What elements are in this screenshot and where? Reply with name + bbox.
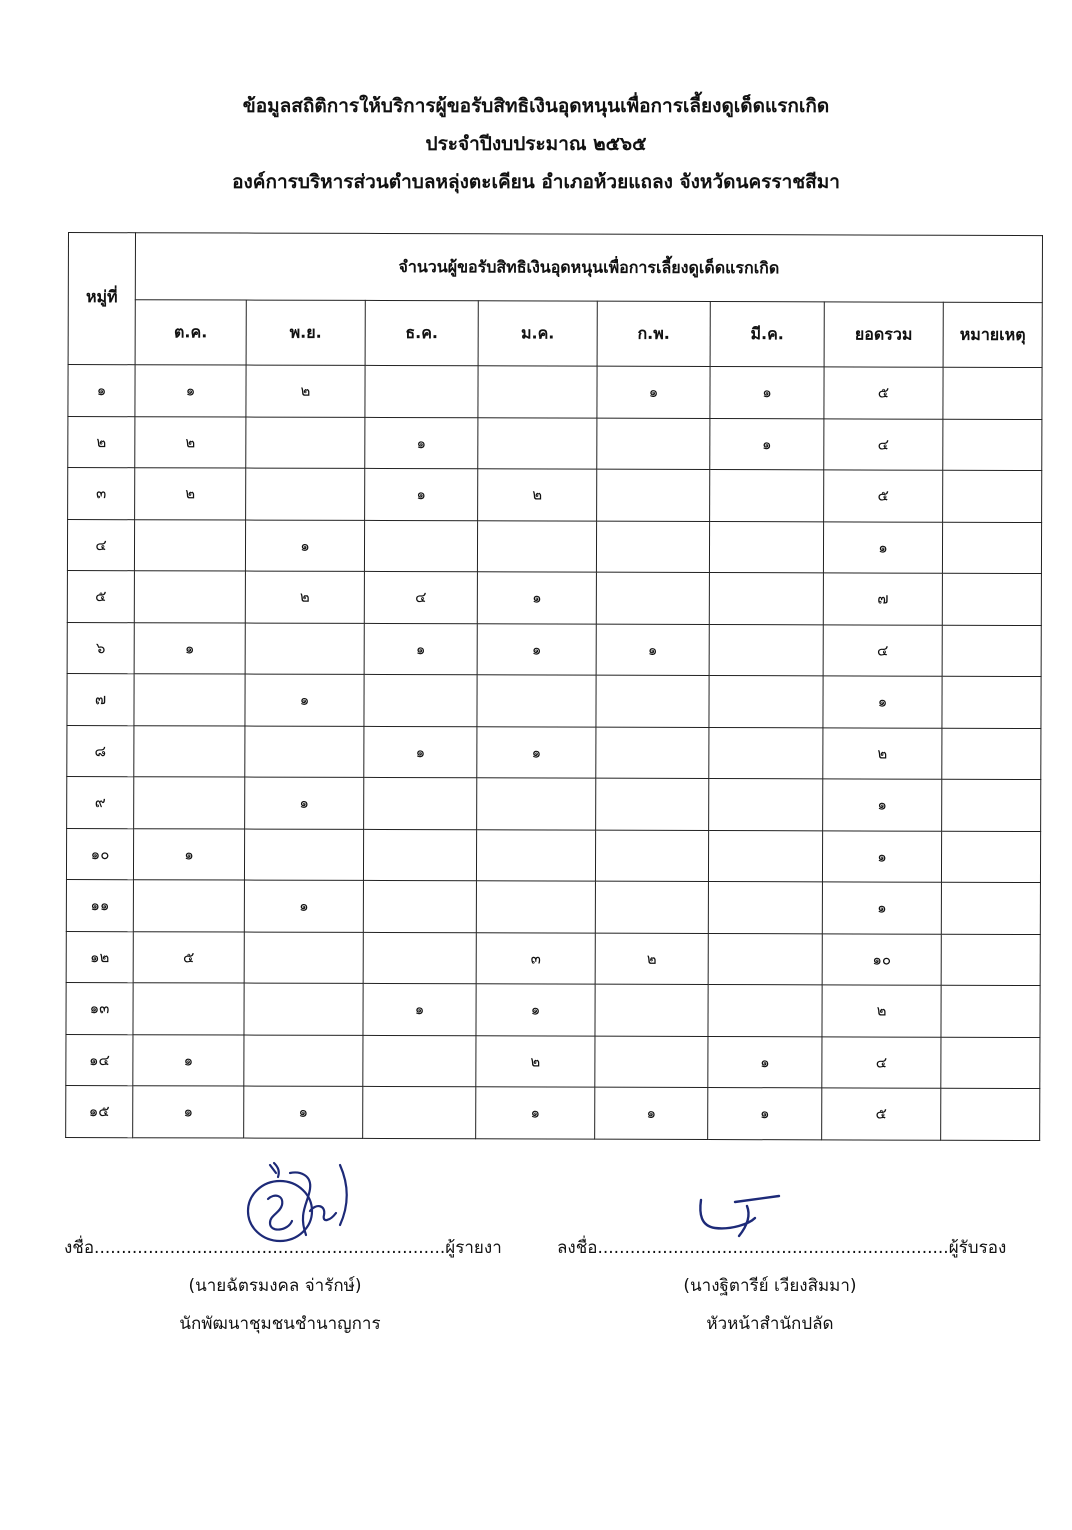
village-number-cell: ๑๕ — [66, 1085, 133, 1137]
table-cell — [942, 779, 1041, 831]
table-cell: ๑ — [477, 623, 596, 675]
table-cell — [943, 367, 1042, 419]
table-cell — [244, 1035, 363, 1087]
signature-mark-right — [695, 1192, 785, 1238]
statistics-table — [65, 232, 1043, 1141]
table-cell — [363, 1086, 476, 1138]
table-cell: ๒ — [595, 933, 708, 985]
table-cell — [941, 934, 1040, 986]
table-cell: ๑ — [245, 777, 364, 829]
table-cell — [709, 624, 823, 676]
village-number-cell: ๑๓ — [66, 982, 133, 1034]
heading-line-3: องค์การบริหารส่วนตำบลหลุ่งตะเคียน อำเภอห้วยแถลง จังหวัดนครราชสีมา — [232, 171, 840, 193]
document-heading — [0, 87, 1072, 201]
column-header: ม.ค. — [478, 301, 597, 366]
table-row — [66, 879, 1040, 934]
table-cell — [246, 417, 365, 469]
table-cell — [134, 571, 245, 623]
village-number-cell: ๑๔ — [66, 1034, 133, 1086]
table-cell: ๑ — [244, 1086, 363, 1138]
table-cell — [596, 778, 709, 830]
table-cell — [708, 882, 822, 934]
table-cell — [597, 469, 710, 521]
table-cell — [478, 417, 597, 469]
table-cell: ๑ — [365, 468, 478, 520]
column-header: หมายเหตุ — [943, 302, 1042, 367]
table-cell — [133, 880, 244, 932]
table-cell — [245, 726, 364, 778]
table-cell — [244, 932, 363, 984]
table-cell: ๑ — [365, 417, 478, 469]
table-cell: ๑ — [822, 830, 941, 882]
table-cell — [363, 1035, 476, 1087]
heading-line-2: ประจำปีงบประมาณ ๒๕๖๕ — [425, 133, 647, 155]
column-header: มี.ค. — [710, 302, 824, 367]
table-cell — [476, 881, 595, 933]
table-cell: ๕ — [824, 470, 943, 522]
signer-title-right: หัวหน้าสำนักปลัด — [706, 1314, 834, 1334]
table-cell: ๑ — [823, 676, 942, 728]
table-cell — [596, 675, 709, 727]
table-cell — [941, 831, 1040, 883]
table-cell: ๑ — [363, 983, 476, 1035]
table-cell: ๑ — [244, 880, 363, 932]
table-row — [68, 365, 1042, 420]
table-cell — [134, 674, 245, 726]
village-number-cell: ๑ — [68, 365, 135, 417]
column-header: ยอดรวม — [824, 302, 943, 367]
table-cell — [134, 519, 245, 571]
table-cell — [942, 728, 1041, 780]
table-cell — [709, 573, 823, 625]
heading-line-1: ข้อมูลสถิติการให้บริการผู้ขอรับสิทธิเงินอุดหนุนเพื่อการเลี้ยงดูเด็ดแรกเกิด — [242, 95, 830, 117]
table-cell — [595, 830, 708, 882]
table-cell — [595, 984, 708, 1036]
table-cell — [941, 985, 1040, 1037]
table-cell: ๒ — [478, 469, 597, 521]
table-row — [67, 570, 1041, 625]
table-cell — [943, 470, 1042, 522]
signer-title-left: นักพัฒนาชุมชนชำนาญการ — [179, 1314, 381, 1334]
village-number-cell: ๔ — [67, 519, 134, 571]
table-cell: ๑ — [134, 622, 245, 674]
village-number-cell: ๗ — [67, 673, 134, 725]
table-cell: ๒ — [246, 365, 365, 417]
table-cell — [364, 520, 477, 572]
table-cell: ๔ — [364, 571, 477, 623]
table-row — [66, 1034, 1040, 1089]
village-number-cell: ๕ — [67, 570, 134, 622]
table-cell: ๑ — [823, 779, 942, 831]
table-row — [67, 673, 1041, 728]
table-cell — [365, 365, 478, 417]
village-number-cell: ๖ — [67, 622, 134, 674]
column-header: พ.ย. — [246, 300, 365, 365]
table-row — [67, 622, 1041, 677]
table-cell — [942, 573, 1041, 625]
table-cell — [246, 468, 365, 520]
table-cell: ๒ — [476, 1035, 595, 1087]
table-row — [68, 468, 1042, 523]
table-cell: ๒ — [135, 468, 246, 520]
table-cell — [134, 777, 245, 829]
table-cell: ๔ — [824, 418, 943, 470]
table-cell — [595, 881, 708, 933]
table-row — [66, 1085, 1040, 1140]
table-cell — [942, 676, 1041, 728]
table-row — [67, 776, 1041, 831]
table-cell — [941, 1088, 1040, 1140]
table-cell — [708, 830, 822, 882]
table-cell — [245, 623, 364, 675]
village-number-cell: ๙ — [67, 776, 134, 828]
village-number-cell: ๒ — [68, 416, 135, 468]
table-cell — [477, 778, 596, 830]
table-cell — [709, 727, 823, 779]
table-cell — [709, 521, 823, 573]
table-cell — [595, 1036, 708, 1088]
table-cell — [478, 366, 597, 418]
signer-name-left: (นายฉัตรมงคล จ่ารักษ์) — [188, 1276, 362, 1296]
table-row — [66, 982, 1040, 1037]
table-cell — [941, 1037, 1040, 1089]
table-cell: ๕ — [822, 1088, 941, 1140]
table-cell — [942, 625, 1041, 677]
table-cell: ๗ — [823, 573, 942, 625]
table-cell — [596, 572, 709, 624]
table-cell: ๒ — [135, 416, 246, 468]
table-cell: ๑ — [597, 366, 710, 418]
table-cell: ๑ — [245, 520, 364, 572]
table-cell — [597, 418, 710, 470]
column-header: ก.พ. — [597, 301, 710, 366]
table-cell — [709, 779, 823, 831]
month-header-row — [68, 300, 1042, 368]
table-cell — [710, 470, 824, 522]
table-cell — [244, 983, 363, 1035]
table-cell: ๑๐ — [822, 933, 941, 985]
table-body — [66, 365, 1042, 1141]
village-number-cell: ๓ — [68, 468, 135, 520]
table-cell: ๑ — [822, 882, 941, 934]
table-cell — [363, 829, 476, 881]
table-cell — [364, 674, 477, 726]
table-cell: ๑ — [477, 572, 596, 624]
table-cell: ๒ — [823, 727, 942, 779]
table-cell — [244, 829, 363, 881]
table-row — [68, 416, 1042, 471]
table-cell: ๔ — [822, 1036, 941, 1088]
column-header: ธ.ค. — [365, 300, 478, 365]
table-cell: ๑ — [133, 828, 244, 880]
table-cell — [709, 676, 823, 728]
table-cell: ๒ — [822, 985, 941, 1037]
village-header: หมู่ที่ — [68, 233, 135, 365]
table-cell: ๑ — [476, 1087, 595, 1139]
village-number-cell: ๑๑ — [66, 879, 133, 931]
table-cell — [708, 933, 822, 985]
table-row — [66, 828, 1040, 883]
table-cell: ๑ — [710, 418, 824, 470]
table-cell — [943, 419, 1042, 471]
table-cell: ๑ — [364, 726, 477, 778]
group-header: จำนวนผู้ขอรับสิทธิเงินอุดหนุนเพื่อการเลี้ยงดูเด็ดแรกเกิด — [135, 233, 1042, 303]
table-cell: ๑ — [708, 1036, 822, 1088]
table-cell — [708, 985, 822, 1037]
table-cell: ๑ — [596, 624, 709, 676]
table-cell: ๑ — [477, 726, 596, 778]
table-cell: ๑ — [135, 365, 246, 417]
table-cell — [477, 675, 596, 727]
table-row — [67, 725, 1041, 780]
table-cell: ๑ — [133, 1086, 244, 1138]
table-cell — [363, 932, 476, 984]
table-cell — [596, 521, 709, 573]
table-cell: ๔ — [823, 624, 942, 676]
table-cell: ๓ — [476, 932, 595, 984]
village-number-cell: ๑๒ — [66, 931, 133, 983]
table-cell — [363, 880, 476, 932]
table-cell: ๑ — [476, 984, 595, 1036]
table-cell: ๕ — [824, 367, 943, 419]
signature-line-left: งชื่อ.................................................................ผู้รายงา — [64, 1238, 502, 1258]
signer-name-right: (นางฐิตารีย์ เวียงสิมมา) — [683, 1276, 857, 1296]
table-cell — [364, 777, 477, 829]
table-cell — [476, 829, 595, 881]
table-cell — [596, 727, 709, 779]
table-cell: ๑ — [710, 367, 824, 419]
table-row — [66, 931, 1040, 986]
table-cell — [133, 983, 244, 1035]
table-cell — [134, 725, 245, 777]
table-cell — [942, 522, 1041, 574]
table-cell: ๑ — [595, 1087, 708, 1139]
table-cell: ๑ — [708, 1088, 822, 1140]
table-cell — [477, 520, 596, 572]
table-cell: ๑ — [823, 521, 942, 573]
table-cell: ๒ — [245, 571, 364, 623]
table-cell: ๕ — [133, 931, 244, 983]
village-number-cell: ๘ — [67, 725, 134, 777]
village-number-cell: ๑๐ — [66, 828, 133, 880]
column-header: ต.ค. — [135, 300, 246, 365]
table-row — [67, 519, 1041, 574]
table-cell: ๑ — [133, 1034, 244, 1086]
table-cell: ๑ — [245, 674, 364, 726]
table-cell — [941, 882, 1040, 934]
signature-line-right: ลงชื่อ.................................................................ผู้รับรอง — [557, 1238, 1007, 1258]
table-cell: ๑ — [364, 623, 477, 675]
